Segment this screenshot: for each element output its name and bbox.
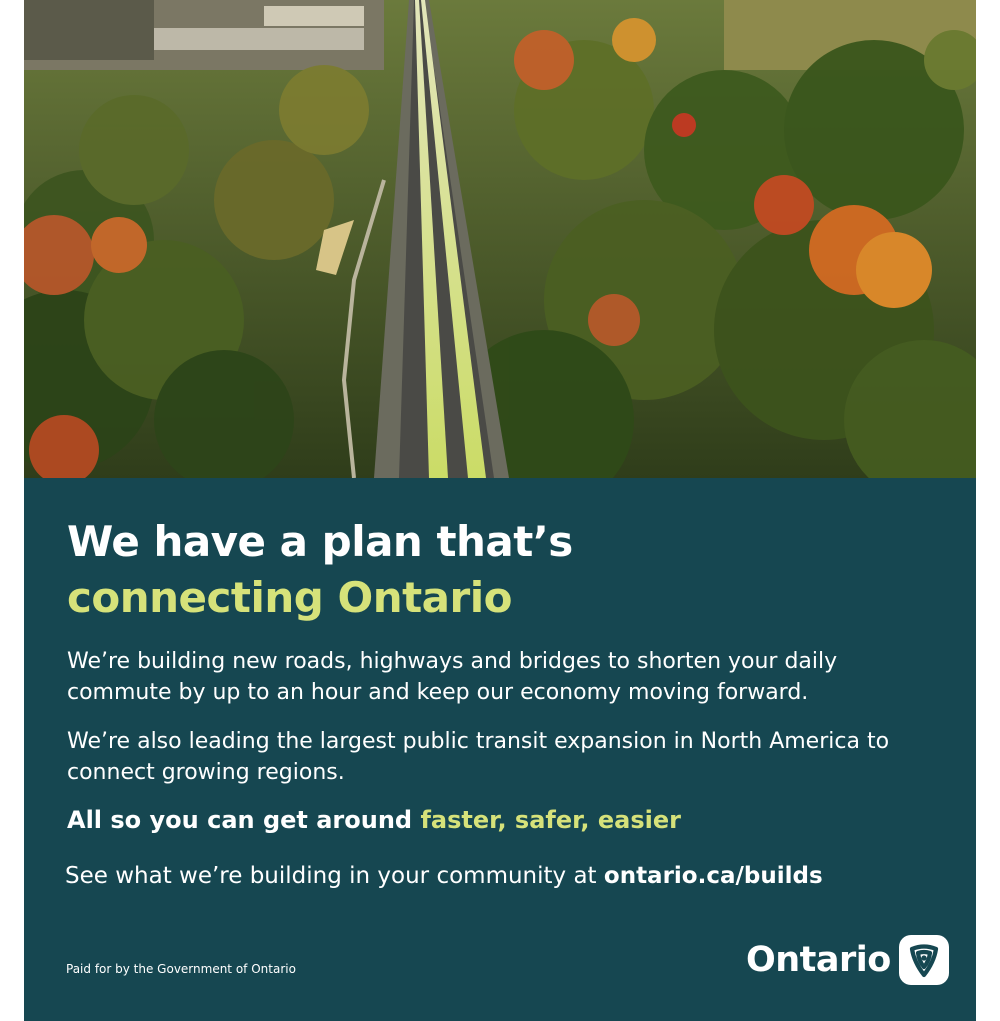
- aerial-highway-photo: [24, 0, 976, 478]
- paid-by-notice: Paid for by the Government of Ontario: [66, 962, 296, 976]
- headline: [67, 514, 573, 626]
- logo-wordmark: Ontario: [746, 940, 891, 980]
- message-panel: [24, 478, 976, 1021]
- tagline-lead: All so you can get around: [67, 806, 421, 834]
- cta-url: ontario.ca/builds: [603, 863, 823, 889]
- headline-line-1: We have a plan that’s: [67, 517, 573, 566]
- headline-line-2: connecting Ontario: [67, 573, 512, 622]
- cta-lead: See what we’re building in your community at: [65, 863, 604, 889]
- ad-container: [24, 0, 976, 1021]
- body-paragraph-2: We’re also leading the largest public transit expansion in North America to connect growing regions.: [67, 729, 890, 785]
- trillium-icon: [899, 935, 949, 985]
- body-paragraph-1: We’re building new roads, highways and bridges to shorten your daily commute by up to an hour and keep our economy moving forward.: [67, 649, 838, 705]
- tagline-accent: faster, safer, easier: [420, 806, 681, 834]
- call-to-action: [65, 860, 823, 892]
- tagline: [67, 804, 681, 836]
- ontario-logo: [746, 935, 949, 985]
